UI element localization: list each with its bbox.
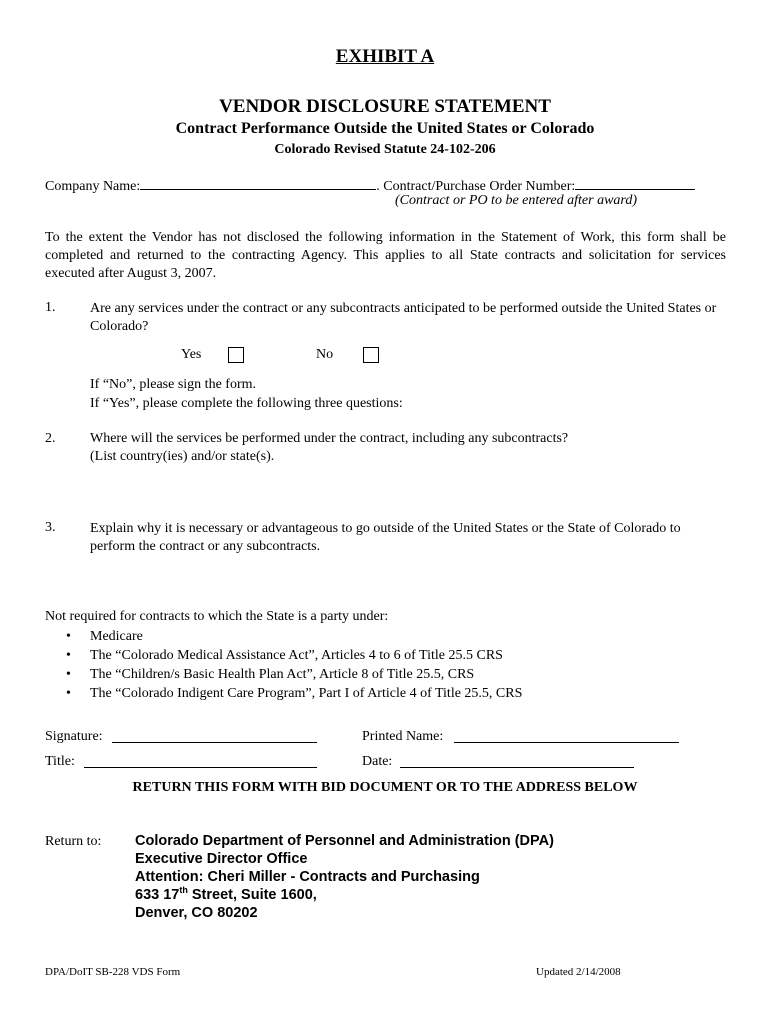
yes-option xyxy=(181,347,201,363)
question-2-text: Where will the services be performed under the contract, including any subcontracts? xyxy=(90,431,569,446)
exemption-text: The “Children/s Basic Health Plan Act”, Article 8 of Title 25.5, CRS xyxy=(90,667,475,682)
exemptions-list xyxy=(66,627,522,703)
question-1-number: 1. xyxy=(45,300,56,315)
exhibit-heading: EXHIBIT A xyxy=(335,46,435,67)
exemptions-heading: Not required for contracts to which the State is a party under: xyxy=(45,609,389,624)
date-field[interactable] xyxy=(400,754,634,768)
exemption-text: Medicare xyxy=(90,629,143,644)
form-id: DPA/DoIT SB-228 VDS Form xyxy=(45,966,181,978)
question-2-subtext: (List country(ies) and/or state(s). xyxy=(90,449,275,464)
no-option xyxy=(316,347,333,363)
title-field[interactable] xyxy=(84,754,317,768)
list-item xyxy=(66,627,522,646)
question-3-answer-area[interactable] xyxy=(90,560,726,604)
company-name-label: Company Name: xyxy=(45,179,141,194)
question-2-number: 2. xyxy=(45,431,56,446)
address-street-rest: Street, Suite 1600, xyxy=(187,887,317,903)
printed-name-field[interactable] xyxy=(454,729,679,743)
contract-number-field[interactable] xyxy=(575,176,695,190)
yes-checkbox[interactable] xyxy=(228,347,244,363)
exemption-text: The “Colorado Indigent Care Program”, Part I of Article 4 of Title 25.5, CRS xyxy=(90,686,523,701)
bullet-icon: • xyxy=(66,648,71,663)
signature-field[interactable] xyxy=(112,729,317,743)
address-ordinal: th xyxy=(179,885,188,896)
no-checkbox[interactable] xyxy=(363,347,379,363)
no-label: No xyxy=(316,347,334,362)
contract-note: (Contract or PO to be entered after award) xyxy=(395,193,638,208)
if-yes-instruction: If “Yes”, please complete the following three questions: xyxy=(90,396,403,411)
exemption-text: The “Colorado Medical Assistance Act”, Articles 4 to 6 of Title 25.5 CRS xyxy=(90,648,503,663)
address-line-1: Colorado Department of Personnel and Administration (DPA) xyxy=(135,833,554,849)
statute-reference: Colorado Revised Statute 24-102-206 xyxy=(274,142,496,157)
list-item xyxy=(66,646,522,665)
signature-label: Signature: xyxy=(45,729,103,744)
form-subtitle: Contract Performance Outside the United States or Colorado xyxy=(175,120,595,137)
contract-number-label: . Contract/Purchase Order Number: xyxy=(376,179,576,194)
yes-label: Yes xyxy=(181,347,202,362)
bullet-icon: • xyxy=(66,686,71,701)
address-line-4 xyxy=(135,887,317,903)
updated-date: Updated 2/14/2008 xyxy=(536,966,621,978)
address-line-5: Denver, CO 80202 xyxy=(135,905,258,921)
address-line-3: Attention: Cheri Miller - Contracts and Purchasing xyxy=(135,869,480,885)
return-notice: RETURN THIS FORM WITH BID DOCUMENT OR TO THE ADDRESS BELOW xyxy=(132,780,638,795)
bullet-icon: • xyxy=(66,629,71,644)
intro-paragraph: To the extent the Vendor has not disclosed the following information in the Statement of Work, this form shall be completed and returned to the contracting Agency. This applies to all State contracts and solicitation for services executed after August 3, 2007. xyxy=(45,230,726,281)
bullet-icon: • xyxy=(66,667,71,682)
company-name-field[interactable] xyxy=(140,176,376,190)
question-3-text: Explain why it is necessary or advantageous to go outside of the United States or the State of Colorado to perform the contract or any subcontracts. xyxy=(90,521,681,554)
list-item xyxy=(66,665,522,684)
if-no-instruction: If “No”, please sign the form. xyxy=(90,377,256,392)
return-to-label: Return to: xyxy=(45,834,102,849)
contract-note-text: Contract or PO to be entered after award xyxy=(399,193,633,208)
address-line-2: Executive Director Office xyxy=(135,851,308,867)
title-label: Title: xyxy=(45,754,75,769)
form-title: VENDOR DISCLOSURE STATEMENT xyxy=(219,96,551,117)
address-street-number: 633 17 xyxy=(135,887,180,903)
printed-name-label: Printed Name: xyxy=(362,729,444,744)
date-label: Date: xyxy=(362,754,393,769)
question-3-number: 3. xyxy=(45,520,56,535)
question-2-answer-area[interactable] xyxy=(90,470,726,514)
question-1-text: Are any services under the contract or any subcontracts anticipated to be performed outside the United States or Colorado? xyxy=(90,301,717,334)
list-item xyxy=(66,684,522,703)
